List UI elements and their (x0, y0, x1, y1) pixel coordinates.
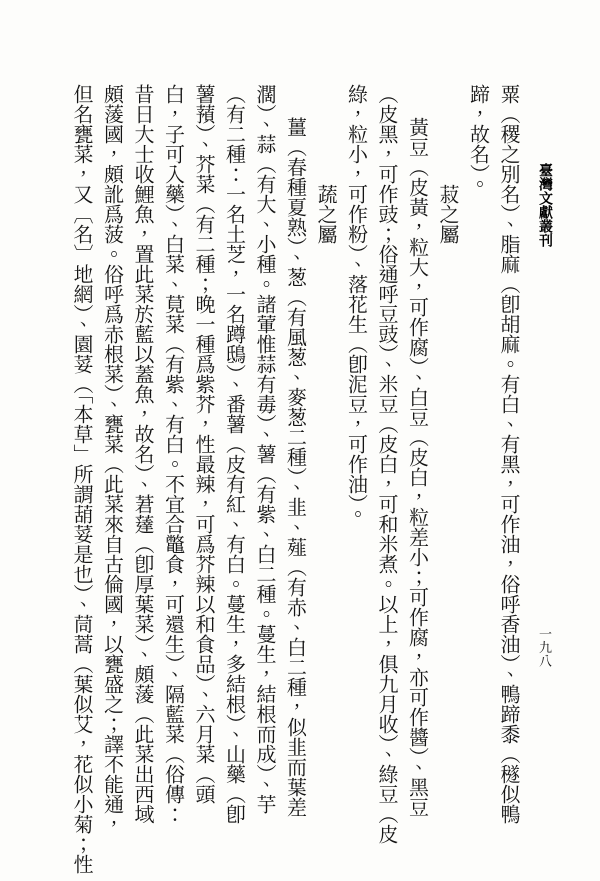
book-series-title: 臺灣文獻叢刊 (538, 163, 554, 247)
text-column: 但名甕菜，又〔名〕地網）、園荽（「本草」所謂葫荽是也）、茼蒿（葉似艾，花似小菊；性 (70, 84, 92, 874)
text-column: 蹄，故名）。 (466, 84, 489, 194)
text-column: 綠，粒小，可作粉）、落花生（卽泥豆，可作油）。 (344, 84, 367, 524)
page-number: 一九八 (537, 627, 552, 668)
text-column: 濶）、蒜（有大、小種。諸葷惟蒜有毒）、薯（有紫、白二種。蔓生，結根而成）、芋 (253, 84, 275, 814)
vertical-text-body (66, 84, 524, 874)
text-column: （皮黑，可作豉；俗通呼豆豉）、米豆（皮白，可和米煮。以上，俱九月收）、綠豆（皮 (375, 84, 397, 844)
text-column: 薑（春種夏熟）、葱（有風葱、麥葱二種）、韭、薤（有赤、白二種，似韭而葉差 (283, 117, 306, 817)
text-column: （有二種：一名土芝，一名蹲鴟）、番薯（皮有紅、有白。蔓生，多結根）、山藥（卽 (222, 84, 245, 824)
section-heading: 菽之屬 (436, 184, 458, 244)
text-column: 黃豆（皮黃，粒大，可作腐）、白豆（皮白，粒差小；可作腐，亦可作醬）、黑豆 (405, 117, 428, 817)
text-column: 昔日大士收鯉魚，置此菜於藍以蓋魚，故名）、莙薘（卽厚葉菜）、頗蔆（此菜出西域 (131, 84, 153, 824)
section-heading: 蔬之屬 (314, 184, 336, 244)
text-column: 白，子可入藥）、白菜、莧菜（有紫、有白。不宜合鼈食，可還生）、隔藍菜（俗傳： (161, 84, 184, 824)
text-column: 薯蕷）、芥菜（有二種；晚一種爲紫芥，性最辣，可爲芥辣以和食品）、六月菜（頭 (192, 84, 214, 804)
text-column: 粟（稷之別名）、脂麻（卽胡麻。有白、有黑，可作油，俗呼香油）、鴨蹄黍（穟似鴨 (497, 84, 519, 824)
text-column: 頗蔆國，頗訛爲菠。俗呼爲赤根菜）、甕菜（此菜來自古倫國，以甕盛之；譯不能通， (100, 84, 123, 834)
